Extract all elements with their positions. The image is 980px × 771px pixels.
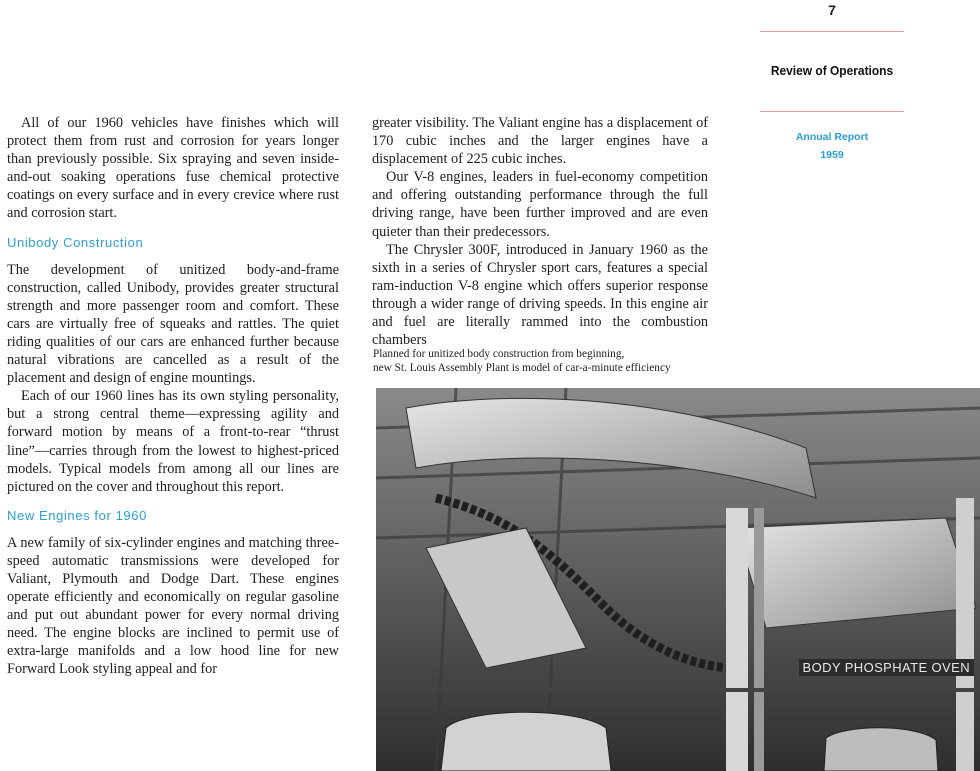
- paragraph-styling: Each of our 1960 lines has its own styling personality, but a strong central theme—expressing agility and forward motion by means of a front-to-rear “thrust line”—carries through from the lowest to highest-priced models. Typical models from among all our lines are pictured on the cover and throughout this report.: [7, 388, 339, 495]
- middle-divider: [760, 111, 904, 112]
- paragraph-finishes: All of our 1960 vehicles have finishes which will protect them from rust and corrosion for years longer than previously possible. Six spraying and seven inside-and-out soaking operations fuse chemical protective coatings on every surface and in every crevice where rust and corrosion start.: [7, 115, 339, 222]
- section-title: Review of Operations: [770, 63, 894, 78]
- right-column: [372, 114, 708, 349]
- page-number: 7: [828, 2, 836, 18]
- paragraph-300f: The Chrysler 300F, introduced in January 1960 as the sixth in a series of Chrysler sport cars, features a special ram-induction V-8 engine which offers superior response through a wider range of driving speeds. In this engine air and fuel are literally rammed into the combustion chambers: [372, 241, 708, 349]
- left-column: [7, 114, 339, 679]
- paragraph-engines: A new family of six-cylinder engines and matching three-speed automatic transmissions were developed for Valiant, Plymouth and Dodge Dart. These engines operate efficiently and economically on regular gasoline and put out abundant power for every normal driving need. The engine blocks are inclined to permit use of extra-large manifolds and a low hood line for new Forward Look styling appeal and for: [7, 534, 339, 678]
- heading-engines: New Engines for 1960: [7, 507, 147, 523]
- caption-line-1: Planned for unitized body construction from beginning,: [373, 348, 625, 360]
- report-label-year: 1959: [820, 149, 844, 161]
- heading-unibody: Unibody Construction: [7, 234, 144, 250]
- assembly-line-illustration: [376, 388, 980, 771]
- report-label-title: Annual Report: [795, 131, 869, 143]
- report-label: [760, 128, 904, 164]
- paragraph-visibility: greater visibility. The Valiant engine has a displacement of 170 cubic inches and the larger engines have a displacement of 225 cubic inches.: [372, 115, 708, 168]
- caption-line-2: new St. Louis Assembly Plant is model of car-a-minute efficiency: [373, 362, 671, 374]
- photo-caption: [373, 347, 733, 375]
- paragraph-unibody: The development of unitized body-and-frame construction, called Unibody, provides greater structural strength and more passenger room and comfort. These cars are virtually free of squeaks and rattles. The quiet riding qualities of our cars are enhanced further because natural vibrations are cancelled as a result of the placement and design of engine mountings.: [7, 261, 339, 387]
- top-divider: [760, 31, 904, 32]
- paragraph-v8: Our V-8 engines, leaders in fuel-economy competition and offering outstanding performance through the full driving range, have been further improved and are even quieter than their predecessors.: [372, 169, 708, 240]
- assembly-plant-photo: [376, 388, 980, 771]
- oven-sign: BODY PHOSPHATE OVEN: [799, 659, 975, 676]
